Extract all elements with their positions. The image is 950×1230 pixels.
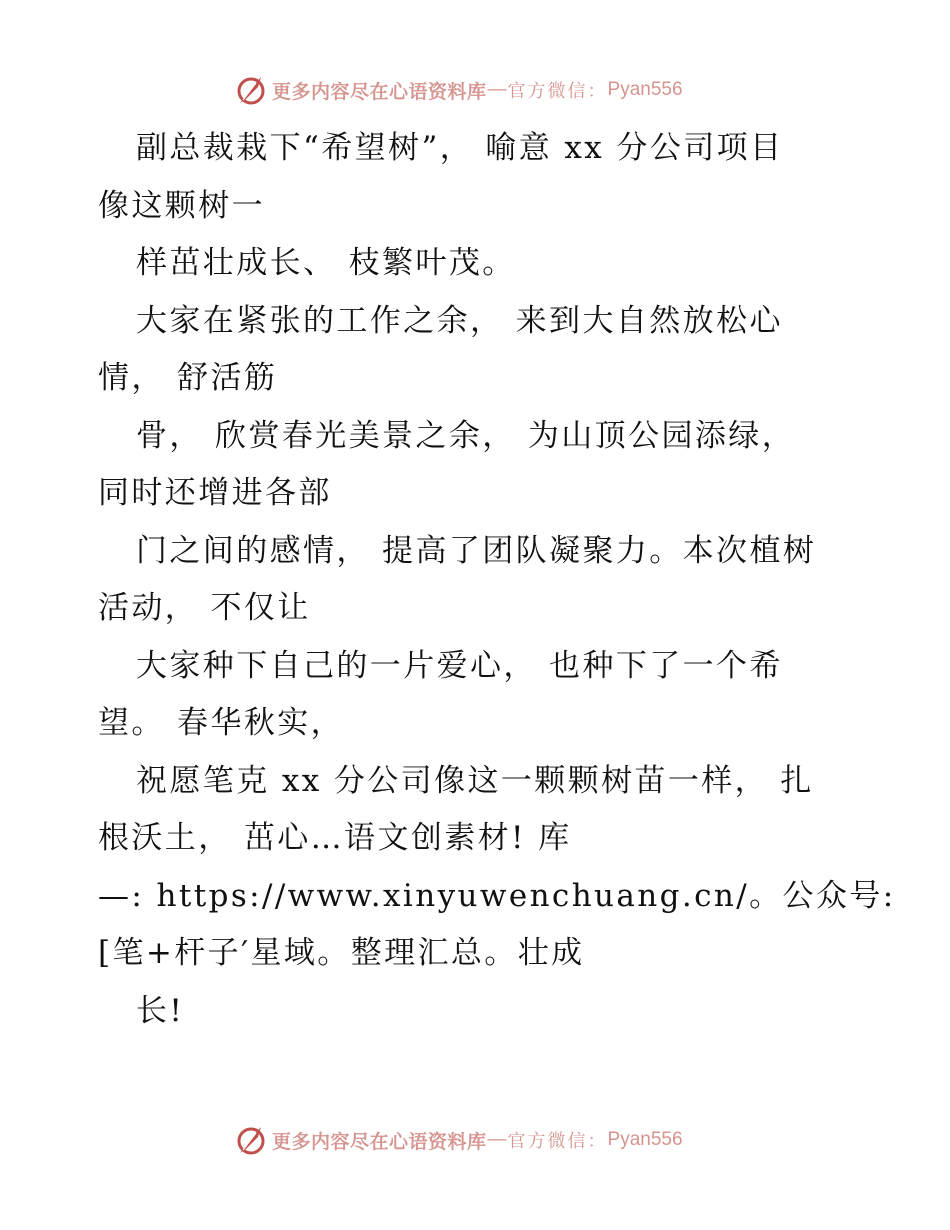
body-line: 骨， 欣赏春光美景之余， 为山顶公园添绿，	[136, 417, 796, 454]
body-line: 大家种下自己的一片爱心， 也种下了一个希	[136, 647, 783, 684]
watermark-wechat-id: Pyan556	[607, 1129, 683, 1150]
watermark-main-text: 更多内容尽在心语资料库	[272, 80, 487, 103]
body-line: 长!	[136, 992, 185, 1029]
body-line: 大家在紧张的工作之余， 来到大自然放松心	[136, 302, 783, 339]
watermark-main-text: 更多内容尽在心语资料库	[272, 1130, 487, 1153]
body-line: 情， 舒活筋	[98, 360, 278, 396]
body-line: 活动， 不仅让	[98, 590, 311, 626]
body-line: 望。 春华秋实，	[98, 705, 345, 741]
quill-seal-logo-icon	[234, 1123, 268, 1157]
body-line: 门之间的感情， 提高了团队凝聚力。本次植树	[136, 532, 817, 569]
body-line: 祝愿笔克 xx 分公司像这一颗颗树苗一样， 扎	[136, 762, 814, 799]
body-line: 副总裁栽下“希望树”， 喻意 xx 分公司项目	[136, 130, 784, 166]
watermark-dash: —	[487, 1129, 507, 1150]
body-line: 根沃土， 茁心…语文创素材! 库	[98, 820, 572, 856]
body-line: 同时还增进各部	[98, 475, 332, 511]
document-body	[98, 120, 896, 1040]
body-line: 样茁壮成长、 枝繁叶茂。	[136, 245, 516, 281]
quill-seal-logo-icon	[234, 73, 268, 107]
watermark-wechat-id: Pyan556	[607, 79, 683, 100]
body-line-url: —: https://www.xinyuwenchuang.cn/。公众号:	[98, 877, 896, 914]
header-watermark	[234, 72, 683, 108]
footer-watermark	[234, 1122, 683, 1158]
body-line: [笔+杆子′星域。整理汇总。壮成	[98, 935, 585, 971]
watermark-wechat-label: 官方微信：	[507, 81, 608, 102]
body-line: 像这颗树一	[98, 187, 265, 224]
watermark-wechat-label: 官方微信：	[507, 1131, 608, 1152]
watermark-dash: —	[487, 79, 507, 100]
